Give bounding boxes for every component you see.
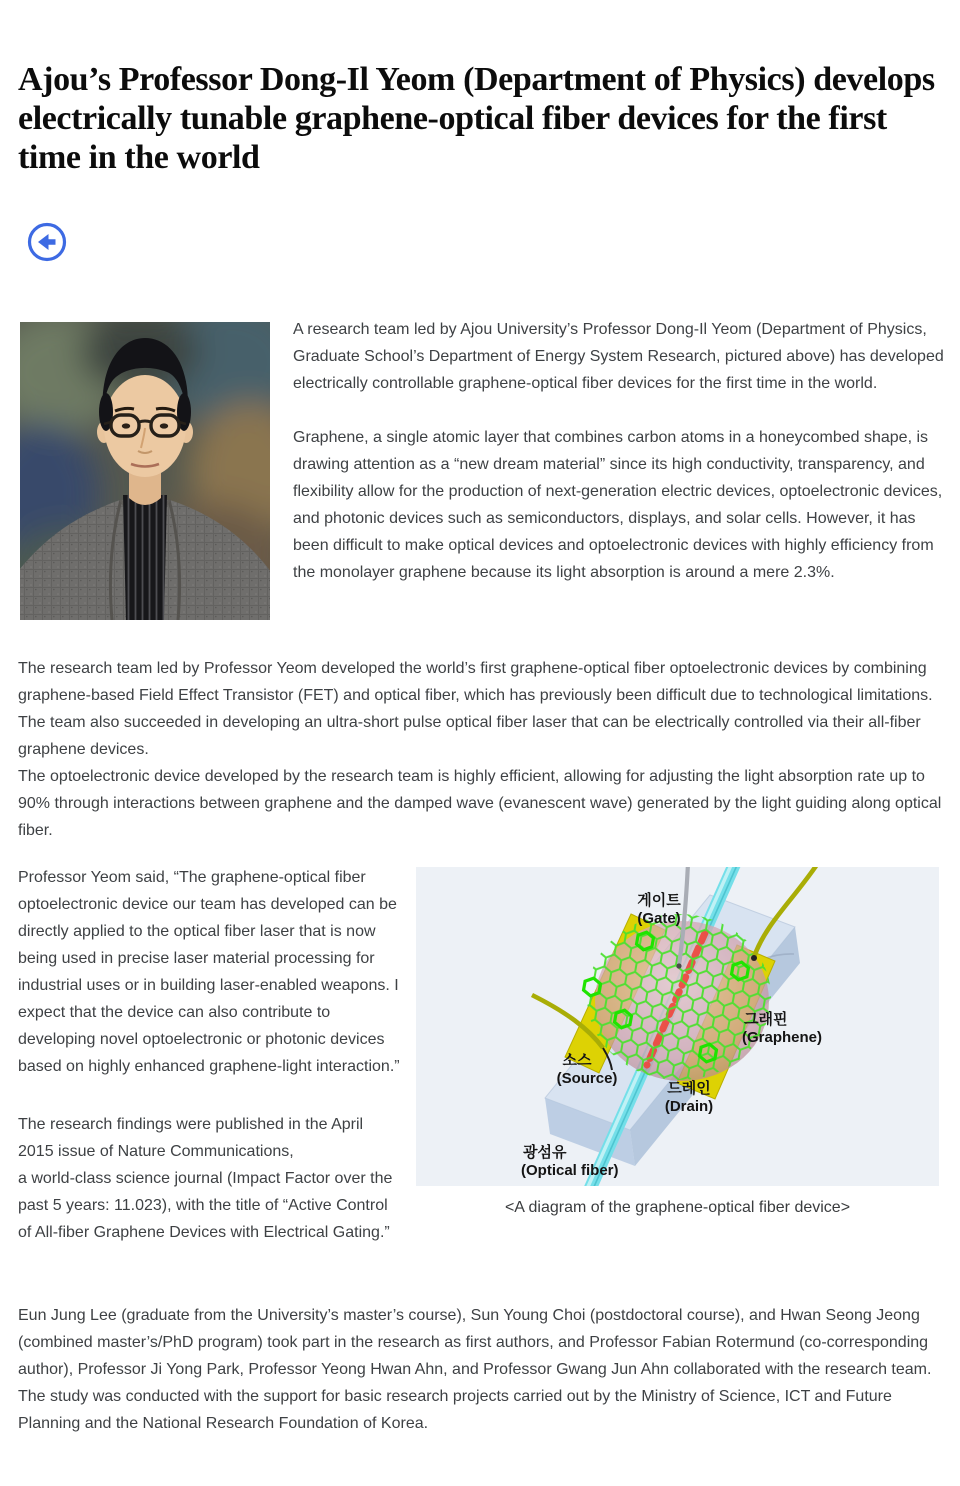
- source-label-ko: 소스: [562, 1052, 592, 1069]
- drain-label-en: (Drain): [664, 1098, 714, 1115]
- paragraph-efficiency: The optoelectronic device developed by the research team is highly efficient, allowing for adjusting the light absorption rate up to 90% through interactions between graphene and the damped wave (evanescent wave) generated by the light guiding along optical fiber.: [18, 768, 942, 839]
- back-button[interactable]: [26, 221, 68, 263]
- paragraph-quote: Professor Yeom said, “The graphene-optical fiber optoelectronic device our team has developed can be directly applied to the optical fiber laser that is now being used in precise laser material processing for industrial uses or in building laser-enabled weapons. I expect that the device can also contribute to developing novel optoelectronic or photonic devices based on highly enhanced graphene-light interaction.”: [18, 869, 400, 1075]
- paragraph-intro-1: A research team led by Ajou University’s Professor Dong-Il Yeom (Department of Physics, Graduate School’s Department of Energy System Research, pictured above) has developed electrically controllable graphene-optical fiber devices for the first time in the world.: [293, 321, 944, 392]
- gate-label-en: (Gate): [637, 910, 681, 927]
- back-icon-arrow: [38, 234, 56, 250]
- source-label-en: (Source): [556, 1070, 618, 1087]
- paragraph-publication: [18, 1111, 400, 1246]
- professor-photo: [20, 322, 270, 620]
- graphene-label-ko: 그래핀: [744, 1011, 788, 1028]
- arrow-left-circle-icon: [26, 251, 68, 266]
- figure-caption: <A diagram of the graphene-optical fiber device>: [504, 1199, 851, 1216]
- paragraph-credits: Eun Jung Lee (graduate from the University’s master’s course), Sun Young Choi (postdoctoral course), and Hwan Seong Jeong (combined master’s/PhD program) took part in the research as first authors, and Professor Fabian Rotermund (co-corresponding author), Professor Ji Yong Park, Professor Yeong Hwan Ahn, and Professor Gwang Jun Ahn collaborated with the research team. The study was conducted with the support for basic research projects carried out by the Ministry of Science, ICT and Future Planning and the National Research Foundation of Korea.: [18, 1307, 932, 1432]
- body-block-1: [18, 655, 946, 844]
- fiber-label-ko: 광섬유: [523, 1144, 567, 1161]
- body-block-2: [18, 1302, 946, 1437]
- page-title: Ajou’s Professor Dong-Il Yeom (Department of Physics) develops electrically tunable graphene-optical fiber devices for the first time in the world: [18, 61, 935, 176]
- gate-label-ko: 게이트: [637, 892, 681, 909]
- striped-shirt: [123, 495, 167, 620]
- intro-text-column: [293, 316, 945, 586]
- drain-label-ko: 드레인: [667, 1080, 711, 1097]
- paragraph-intro-2: Graphene, a single atomic layer that combines carbon atoms in a honeycombed shape, is drawing attention as a “new dream material” since its high conductivity, transparency, and flexibility allow for the production of next-generation electric devices, optoelectronic devices, and photonic devices such as semiconductors, displays, and solar cells. However, it has been difficult to make optical devices and optoelectronic devices with highly efficiency from the monolayer graphene because its light absorption is around a mere 2.3%.: [293, 429, 943, 581]
- quote-column: [18, 864, 400, 1246]
- graphene-label-en: (Graphene): [742, 1029, 823, 1046]
- paragraph-fet: The research team led by Professor Yeom developed the world’s first graphene-optical fiber optoelectronic devices by combining graphene-based Field Effect Transistor (FET) and optical fiber, which has previously been difficult due to technological limitations. The team also succeeded in developing an ultra-short pulse optical fiber laser that can be electrically controlled via their all-fiber graphene devices.: [18, 660, 933, 758]
- publication-line-2: a world-class science journal (Impact Factor over the past 5 years: 11.023), with the title of “Active Control of All-fiber Graphene Devices with Electrical Gating.”: [18, 1170, 393, 1241]
- fiber-label-en: (Optical fiber): [521, 1162, 619, 1179]
- device-diagram-image: [416, 867, 939, 1186]
- publication-line-1: The research findings were published in the April 2015 issue of Nature Communications,: [18, 1116, 364, 1160]
